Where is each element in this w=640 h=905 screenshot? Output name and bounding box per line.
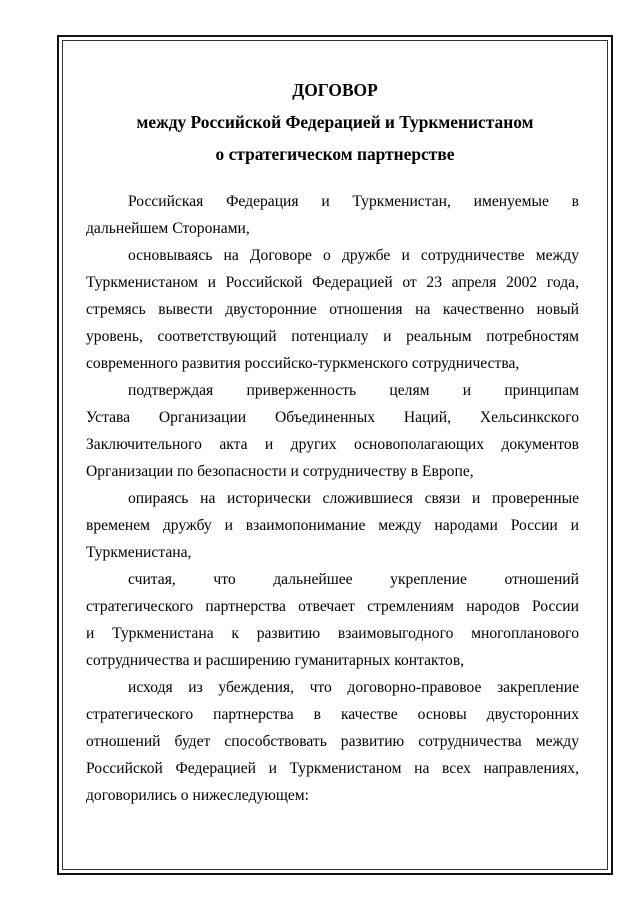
text-line: дальнейшем Сторонами, xyxy=(86,220,250,237)
paragraph xyxy=(86,485,579,566)
title-parties: между Российской Федерацией и Туркменистаном xyxy=(136,112,534,132)
text-line: считая, что дальнейшее укрепление отношений xyxy=(128,571,579,588)
paragraph xyxy=(86,377,579,485)
text-line: Заключительного акта и других основополагающих документов xyxy=(86,436,579,453)
document-title xyxy=(62,74,608,170)
text-line: отношений будет способствовать развитию сотрудничества между xyxy=(86,733,579,750)
text-line: стратегического партнерства в качестве основы двусторонних xyxy=(86,706,579,723)
text-line: временем дружбу и взаимопонимание между народами России и xyxy=(86,517,579,534)
text-line: и Туркменистана к развитию взаимовыгодного многопланового xyxy=(86,625,579,642)
text-line: опираясь на исторически сложившиеся связи и проверенные xyxy=(128,490,579,507)
document-body xyxy=(86,188,579,809)
text-line: Российская Федерация и Туркменистан, именуемые в xyxy=(128,193,579,210)
text-line: Организации по безопасности и сотрудничеству в Европе, xyxy=(86,463,474,480)
text-line: Российской Федерацией и Туркменистаном на всех направлениях, xyxy=(86,760,579,777)
text-line: основываясь на Договоре о дружбе и сотрудничестве между xyxy=(128,247,579,264)
text-line: современного развития российско-туркменского сотрудничества, xyxy=(86,355,520,372)
text-line: сотрудничества и расширению гуманитарных контактов, xyxy=(86,652,465,669)
title-heading: ДОГОВОР xyxy=(292,80,378,100)
text-line: уровень, соответствующий потенциалу и реальным потребностям xyxy=(86,328,579,345)
text-line: подтверждая приверженность целям и принципам xyxy=(128,382,579,399)
paragraph xyxy=(86,674,579,809)
text-line: Туркменистана, xyxy=(86,544,192,561)
text-line: исходя из убеждения, что договорно-правовое закрепление xyxy=(128,679,579,696)
text-line: стратегического партнерства отвечает стремлениям народов России xyxy=(86,598,579,615)
text-line: Туркменистаном и Российской Федерацией от 23 апреля 2002 года, xyxy=(86,274,579,291)
paragraph xyxy=(86,566,579,674)
paragraph xyxy=(86,188,579,242)
title-subject: о стратегическом партнерстве xyxy=(215,144,455,164)
text-line: стремясь вывести двусторонние отношения на качественно новый xyxy=(86,301,579,318)
text-line: договорились о нижеследующем: xyxy=(86,787,309,804)
text-line: Устава Организации Объединенных Наций, Хельсинкского xyxy=(86,409,579,426)
paragraph xyxy=(86,242,579,377)
